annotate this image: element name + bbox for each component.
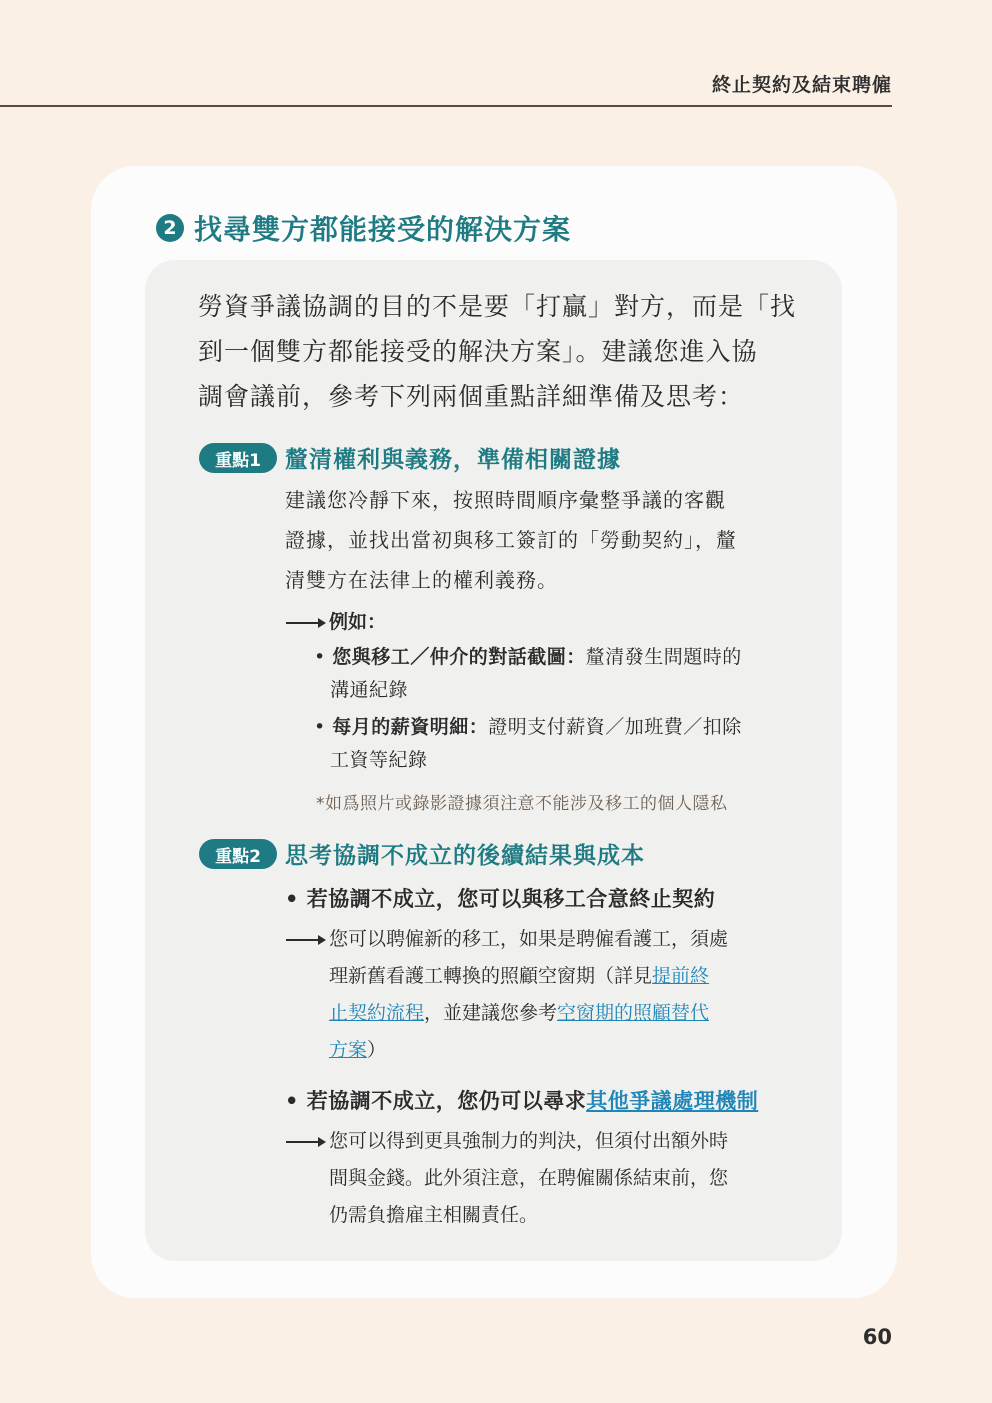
point2-pill: 重點2 bbox=[199, 839, 277, 869]
page-number: 60 bbox=[862, 1325, 892, 1349]
point2-title: 思考協調不成立的後續結果與成本 bbox=[285, 843, 645, 869]
section-title: 找尋雙方都能接受的解決方案 bbox=[194, 213, 572, 246]
list-item bbox=[314, 710, 794, 744]
example-row bbox=[285, 604, 386, 641]
intro-line: 勞資爭議協調的目的不是要「打贏」對方，而是「找 bbox=[198, 292, 797, 321]
bullet-text: 若協調不成立，您仍可以尋求 bbox=[306, 1089, 587, 1113]
arrow-right-icon bbox=[285, 604, 327, 641]
list-item-cont: 溝通紀錄 bbox=[330, 679, 409, 701]
list-item bbox=[314, 640, 794, 674]
intro-paragraph bbox=[198, 284, 798, 419]
bullet-text: 證明支付薪資／加班費／扣除 bbox=[488, 716, 742, 738]
bullet2-detail bbox=[285, 1123, 839, 1234]
detail-text: 理新舊看護工轉換的照顧空窗期（詳見 bbox=[329, 965, 653, 987]
detail-text: ） bbox=[367, 1039, 387, 1061]
detail-line: 間與金錢。此外須注意，在聘僱關係結束前，您 bbox=[329, 1167, 729, 1189]
paragraph-line: 清雙方在法律上的權利義務。 bbox=[285, 568, 558, 592]
arrow-right-icon bbox=[285, 921, 327, 958]
arrow-right-icon bbox=[285, 1123, 327, 1160]
example-label: 例如： bbox=[329, 611, 387, 633]
chapter-title: 終止契約及結束聘僱 bbox=[711, 74, 892, 96]
intro-line: 到一個雙方都能接受的解決方案」。建議您進入協 bbox=[198, 337, 758, 366]
intro-line: 調會議前，參考下列兩個重點詳細準備及思考： bbox=[198, 382, 745, 411]
care-gap-alternative-link[interactable]: 方案 bbox=[329, 1039, 368, 1061]
detail-line: 您可以得到更具強制力的判決，但須付出額外時 bbox=[329, 1130, 729, 1152]
bullet-text: 釐清發生問題時的 bbox=[585, 646, 742, 668]
paragraph-line: 證據，並找出當初與移工簽訂的「勞動契約」，釐 bbox=[285, 528, 737, 552]
bullet1-detail bbox=[285, 921, 839, 1069]
care-gap-alternative-link[interactable]: 空窗期的照顧替代 bbox=[557, 1002, 710, 1024]
detail-line bbox=[329, 958, 839, 995]
bullet-text: 若協調不成立，您可以與移工合意終止契約 bbox=[306, 887, 716, 911]
detail-line: 仍需負擔雇主相關責任。 bbox=[329, 1204, 539, 1226]
point1-pill: 重點1 bbox=[199, 443, 277, 473]
detail-line: 您可以聘僱新的移工，如果是聘僱看護工，須處 bbox=[329, 928, 729, 950]
paragraph-line: 建議您冷靜下來，按照時間順序彙整爭議的客觀 bbox=[285, 488, 726, 512]
early-termination-link[interactable]: 止契約流程 bbox=[329, 1002, 425, 1024]
bullet-bold: 每月的薪資明細： bbox=[332, 716, 489, 738]
point1-paragraph bbox=[285, 480, 805, 600]
other-dispute-mechanism-link[interactable]: 其他爭議處理機制 bbox=[586, 1089, 759, 1113]
bullet-dot: • bbox=[285, 1089, 307, 1113]
detail-text: ，並建議您參考 bbox=[424, 1002, 558, 1024]
detail-line bbox=[329, 1032, 839, 1069]
detail-line bbox=[329, 995, 839, 1032]
section-heading bbox=[156, 208, 571, 248]
bullet-bold: 您與移工／仲介的對話截圖： bbox=[332, 646, 586, 668]
bullet-dot: • bbox=[285, 887, 307, 911]
list-item-cont: 工資等紀錄 bbox=[330, 749, 428, 771]
early-termination-link[interactable]: 提前終 bbox=[652, 965, 710, 987]
bullet-dot: • bbox=[314, 716, 333, 738]
bullet-dot: • bbox=[314, 646, 333, 668]
header-divider bbox=[0, 105, 892, 107]
section-number-badge: 2 bbox=[156, 214, 184, 242]
point1-title: 釐清權利與義務，準備相關證據 bbox=[285, 447, 621, 473]
point2-bullet1 bbox=[285, 883, 715, 913]
point2-bullet2 bbox=[285, 1085, 758, 1115]
privacy-note: *如爲照片或錄影證據須注意不能涉及移工的個人隱私 bbox=[316, 794, 728, 814]
